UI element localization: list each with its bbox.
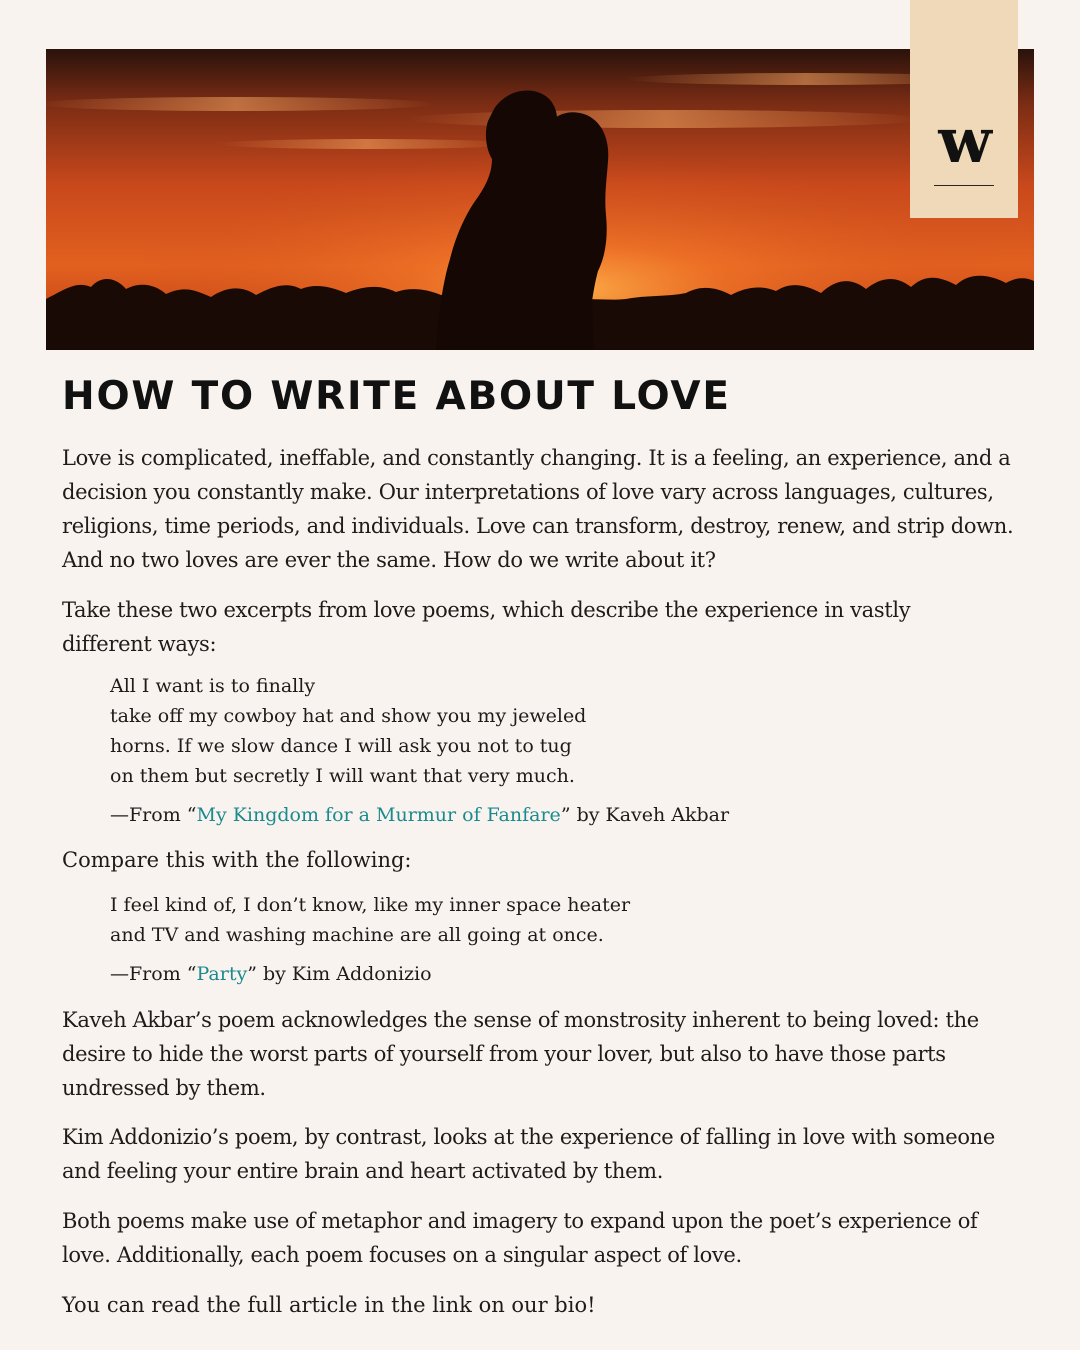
poem-line: take off my cowboy hat and show you my jeweled	[110, 705, 587, 727]
article-title: HOW TO WRITE ABOUT LOVE	[62, 374, 731, 419]
sunset-couple-illustration	[46, 49, 1034, 350]
text-line: And no two loves are ever the same. How do we write about it?	[62, 548, 716, 572]
source-suffix: ” by Kim Addonizio	[247, 963, 432, 985]
text-line: love. Additionally, each poem focuses on a singular aspect of love.	[62, 1243, 742, 1267]
excerpt-source-addonizio	[110, 959, 432, 989]
text-line: decision you constantly make. Our interpretations of love vary across languages, cultures,	[62, 480, 994, 504]
text-line: desire to hide the worst parts of yourself from your lover, but also to have those parts	[62, 1042, 946, 1066]
poem-line: All I want is to finally	[110, 675, 316, 697]
text-line: You can read the full article in the link on our bio!	[62, 1293, 596, 1317]
text-line: Love is complicated, ineffable, and constantly changing. It is a feeling, an experience, and a	[62, 446, 1011, 470]
logo-letter: w	[938, 104, 990, 177]
source-suffix: ” by Kaveh Akbar	[560, 804, 730, 826]
poem-line: horns. If we slow dance I will ask you not to tug	[110, 735, 572, 757]
text-line: Compare this with the following:	[62, 848, 412, 872]
text-line: Take these two excerpts from love poems, which describe the experience in vastly	[62, 598, 911, 622]
text-line: Kim Addonizio’s poem, by contrast, looks at the experience of falling in love with someone	[62, 1125, 995, 1149]
text-line: and feeling your entire brain and heart activated by them.	[62, 1159, 664, 1183]
poem-line: and TV and washing machine are all going at once.	[110, 924, 604, 946]
akbar-analysis-paragraph	[62, 1003, 1042, 1105]
intro-paragraph	[62, 441, 1042, 577]
text-line: Both poems make use of metaphor and imagery to expand upon the poet’s experience of	[62, 1209, 978, 1233]
poem-excerpt-akbar	[110, 671, 586, 791]
text-line: Kaveh Akbar’s poem acknowledges the sense of monstrosity inherent to being loved: the	[62, 1008, 979, 1032]
poem-link-my-kingdom[interactable]: My Kingdom for a Murmur of Fanfare	[196, 804, 561, 826]
source-prefix: —From “	[110, 804, 197, 826]
brand-logo[interactable]	[910, 0, 1018, 218]
text-line: religions, time periods, and individuals. Love can transform, destroy, renew, and strip down.	[62, 514, 1014, 538]
poem-line: I feel kind of, I don’t know, like my inner space heater	[110, 894, 631, 916]
logo-divider	[934, 185, 994, 186]
compare-paragraph	[62, 843, 1042, 877]
text-line: undressed by them.	[62, 1076, 266, 1100]
poem-excerpt-addonizio	[110, 890, 630, 950]
hero-image	[46, 49, 1034, 350]
call-to-action	[62, 1288, 1042, 1322]
both-poems-paragraph	[62, 1204, 1042, 1272]
setup-paragraph	[62, 593, 1042, 661]
addonizio-analysis-paragraph	[62, 1120, 1042, 1188]
text-line: different ways:	[62, 632, 217, 656]
source-prefix: —From “	[110, 963, 197, 985]
excerpt-source-akbar	[110, 800, 729, 830]
poem-line: on them but secretly I will want that very much.	[110, 765, 575, 787]
poem-link-party[interactable]: Party	[196, 963, 248, 985]
